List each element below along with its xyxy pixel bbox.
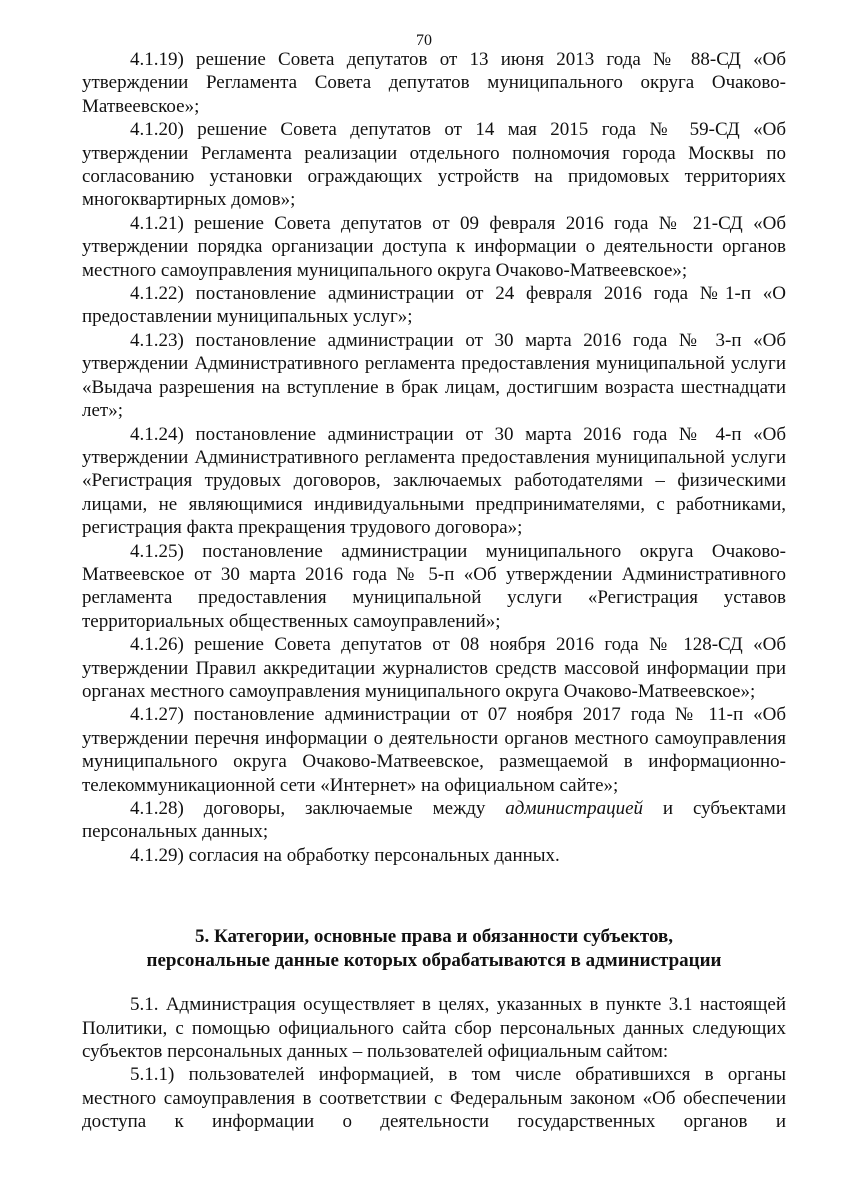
- section-heading: [82, 925, 786, 973]
- list-item: 4.1.19) решение Совета депутатов от 13 июня 2013 года № 88-СД «Об утверждении Регламента Совета депутатов муниципального округа Очаково-Матвеевское»;: [82, 49, 786, 117]
- section-heading-line: персональные данные которых обрабатываются в администрации: [146, 950, 722, 972]
- paragraph: 5.1. Администрация осуществляет в целях, указанных в пункте 3.1 настоящей Политики, с помощью официального сайта сбор персональных данных следующих субъектов персональных данных – пользователей официальным сайтом:: [82, 994, 786, 1063]
- list-item: 4.1.24) постановление администрации от 30 марта 2016 года № 4-п «Об утверждении Административного регламента предоставления муниципальной услуги «Регистрация трудовых договоров, заключаемых работодателями – физическими лицами, не являющимися индивидуальными предпринимателями, с работниками, регистрация факта прекращения трудового договора»;: [82, 423, 786, 539]
- emphasized-term: администрацией: [505, 798, 644, 819]
- list-item: 4.1.25) постановление администрации муниципального округа Очаково-Матвеевское от 30 марта 2016 года № 5-п «Об утверждении Административного регламента предоставления муниципальной услуги «Регистрация уставов территориальных общественных самоуправлений»;: [82, 540, 786, 632]
- list-item-text: 4.1.28) договоры, заключаемые между: [130, 798, 506, 819]
- document-body: [82, 48, 786, 1134]
- list-item: 4.1.27) постановление администрации от 07 ноября 2017 года № 11-п «Об утверждении перечня информации о деятельности органов местного самоуправления муниципального округа Очаково-Матвеевское, размещаемой в информационно-телекоммуникационной сети «Интернет» на официальном сайте»;: [82, 704, 786, 796]
- list-item: 4.1.20) решение Совета депутатов от 14 мая 2015 года № 59-СД «Об утверждении Регламента реализации отдельного полномочия города Москвы по согласованию установки ограждающих устройств на придомовых территориях многоквартирных домов»;: [82, 119, 786, 211]
- page-number: 70: [416, 32, 432, 49]
- section-heading-line: 5. Категории, основные права и обязанности субъектов,: [194, 926, 674, 948]
- list-item: [82, 797, 786, 844]
- list-item: 4.1.29) согласия на обработку персональных данных.: [130, 844, 560, 866]
- list-item-text: и субъектами персональных данных;: [82, 798, 786, 843]
- list-item: 4.1.21) решение Совета депутатов от 09 февраля 2016 года № 21-СД «Об утверждении порядка организации доступа к информации о деятельности органов местного самоуправления муниципального округа Очаково-Матвеевское»;: [82, 212, 786, 281]
- list-item: 4.1.22) постановление администрации от 24 февраля 2016 года №1-п «О предоставлении муниципальных услуг»;: [82, 283, 786, 328]
- paragraph: 5.1.1) пользователей информацией, в том числе обратившихся в органы местного самоуправления в соответствии с Федеральным законом «Об обеспечении доступа к информации о деятельности государственных органов и: [82, 1064, 786, 1133]
- list-item: 4.1.26) решение Совета депутатов от 08 ноября 2016 года № 128-СД «Об утверждении Правил аккредитации журналистов средств массовой информации при органах местного самоуправления муниципального округа Очаково-Матвеевское»;: [82, 634, 786, 702]
- list-item: 4.1.23) постановление администрации от 30 марта 2016 года № 3-п «Об утверждении Административного регламента предоставления муниципальной услуги «Выдача разрешения на вступление в брак лицам, достигшим возраста шестнадцати лет»;: [82, 329, 786, 422]
